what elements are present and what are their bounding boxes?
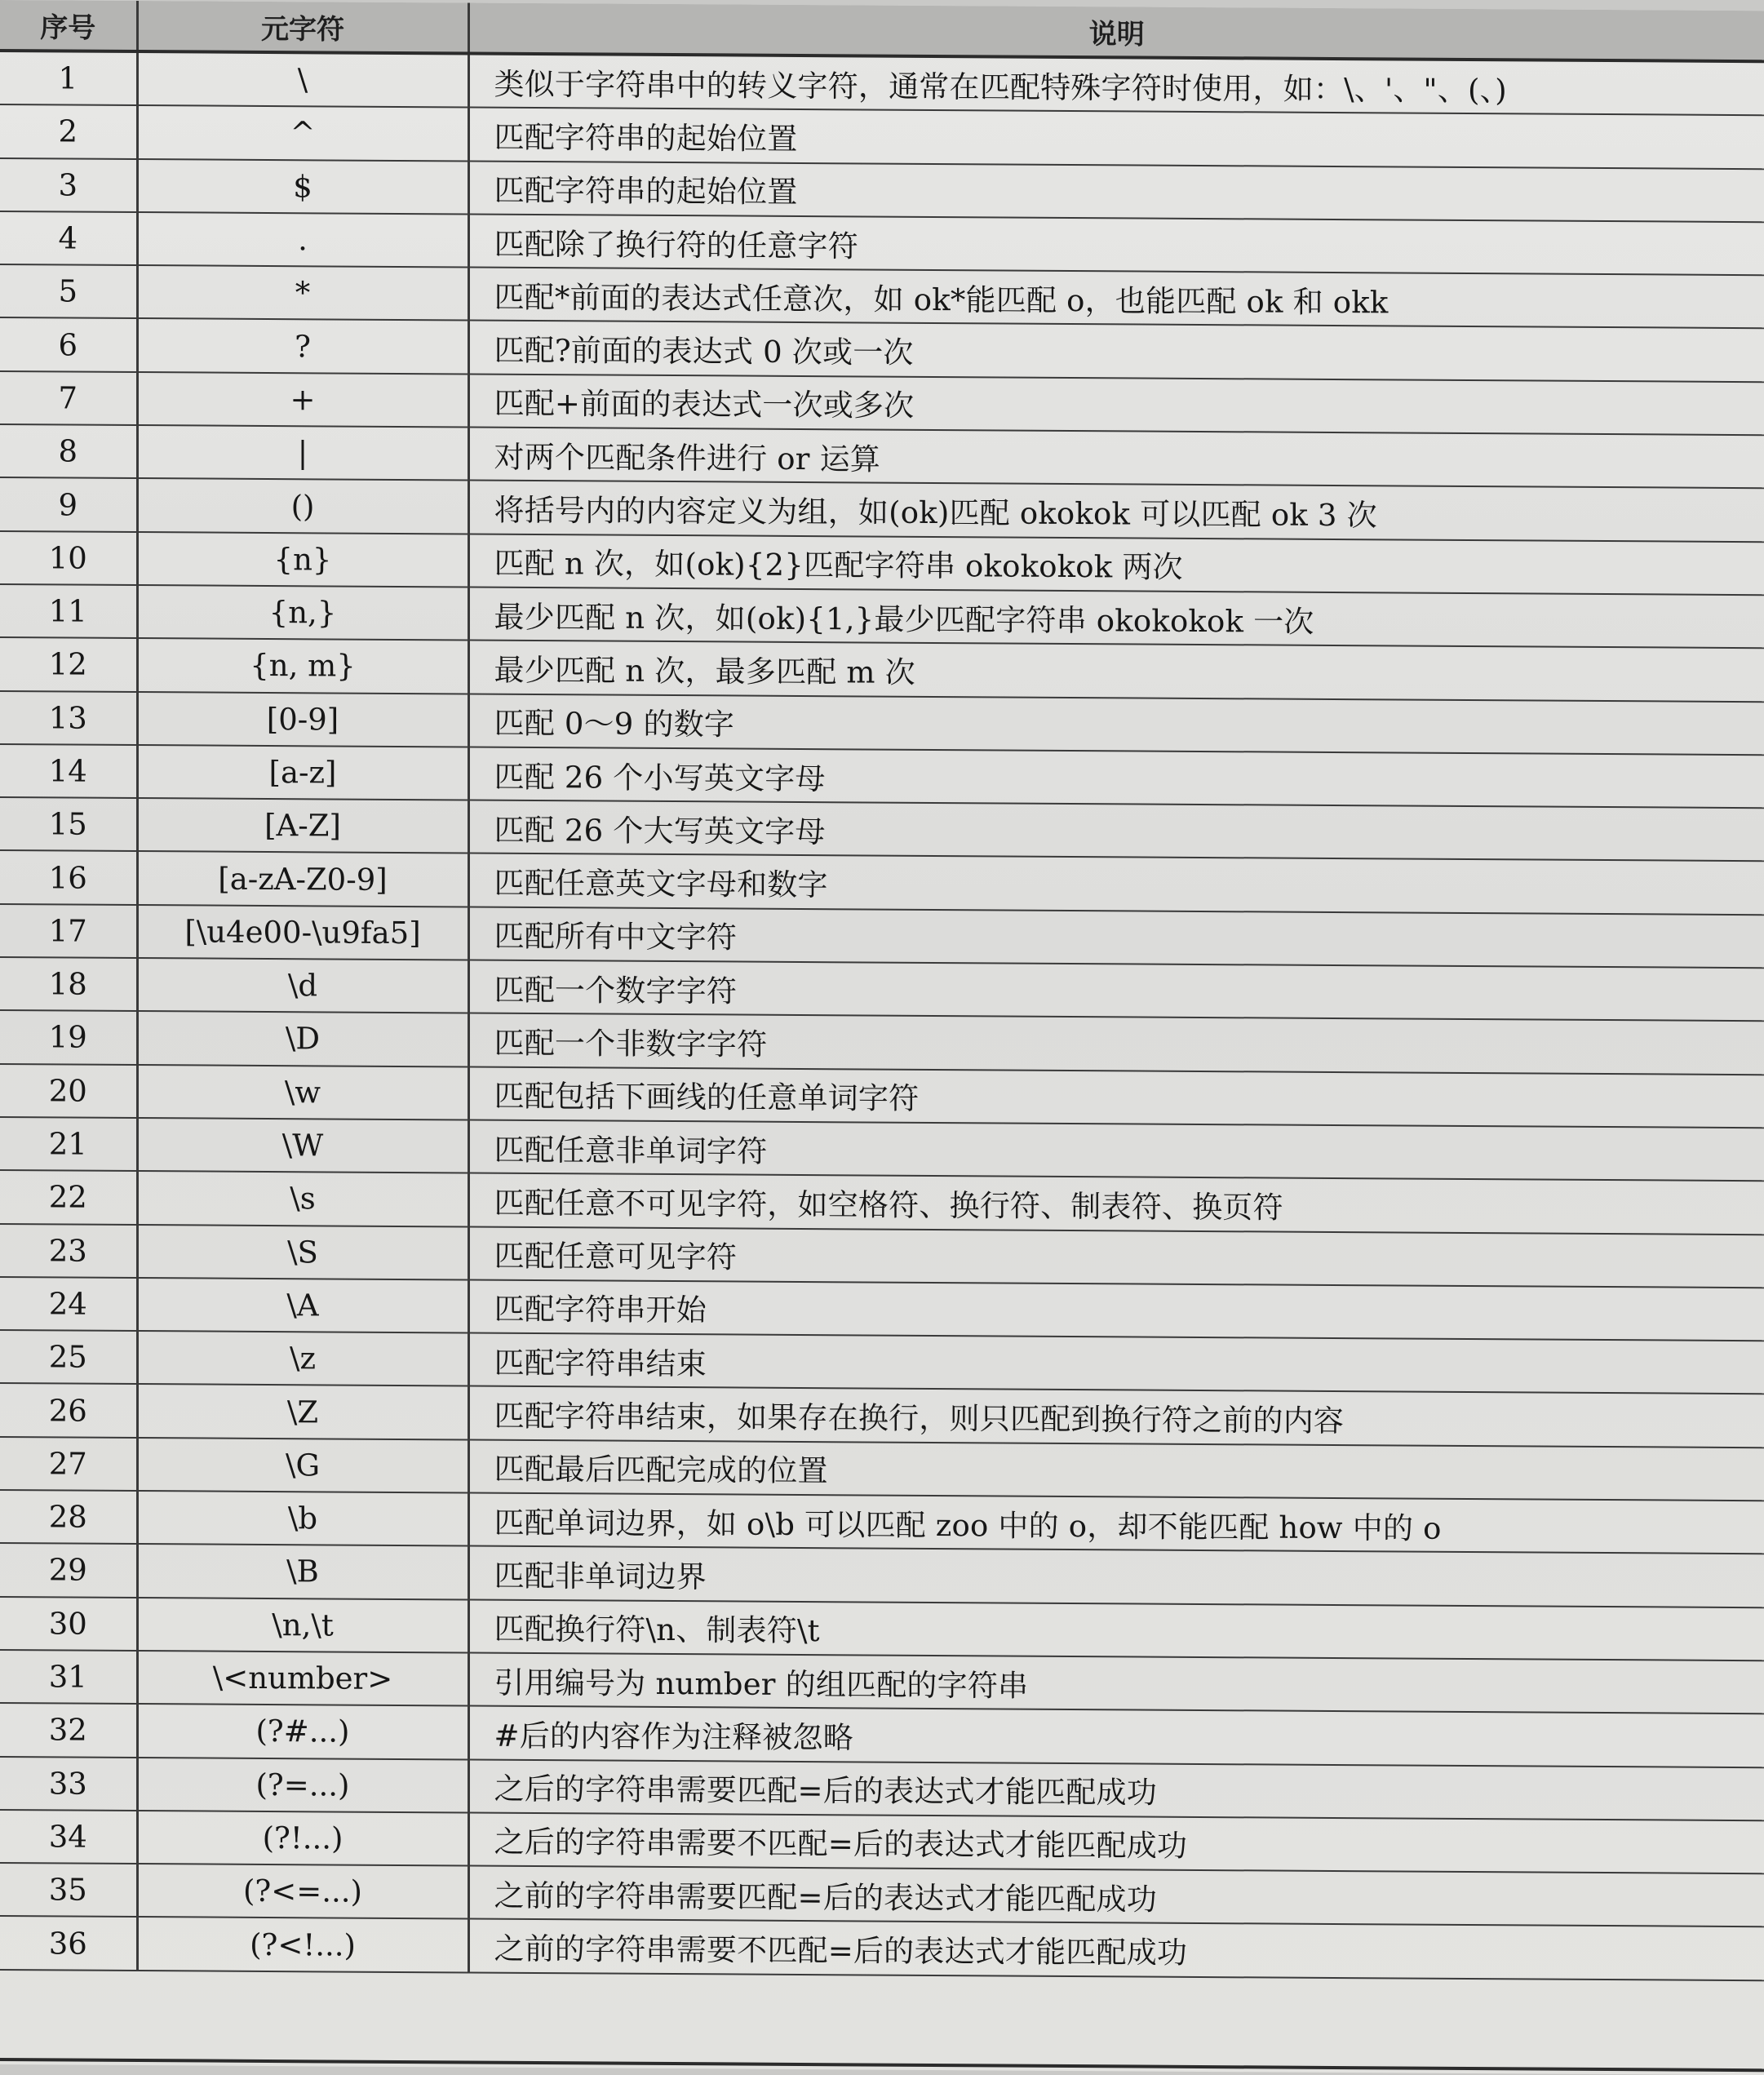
description: 之后的字符串需要匹配=后的表达式才能匹配成功: [468, 1759, 1764, 1820]
metacharacter: (?<!...): [137, 1917, 468, 1972]
metacharacter: $: [137, 159, 468, 215]
table-bottom-rule: [0, 2058, 1764, 2072]
description: 匹配字符串结束，如果存在换行，则只匹配到换行符之前的内容: [468, 1386, 1764, 1448]
row-number: 29: [0, 1543, 137, 1597]
description: 匹配?前面的表达式 0 次或一次: [468, 321, 1764, 382]
row-number: 27: [0, 1437, 137, 1491]
metacharacter: \: [137, 51, 468, 108]
metacharacter: \w: [137, 1065, 468, 1120]
metacharacter: \G: [137, 1438, 468, 1493]
description: 匹配字符串结束: [468, 1333, 1764, 1394]
row-number: 4: [0, 211, 137, 265]
metacharacter: ^: [137, 105, 468, 161]
description: 最少匹配 n 次，最多匹配 m 次: [468, 641, 1764, 702]
description: 将括号内的内容定义为组，如(ok)匹配 okokok 可以匹配 ok 3 次: [468, 481, 1764, 542]
description: 匹配任意非单词字符: [468, 1120, 1764, 1181]
metacharacter: {n,}: [137, 585, 468, 641]
table-row: [0, 1916, 1764, 1980]
description: 匹配一个数字字符: [468, 960, 1764, 1022]
row-number: 28: [0, 1490, 137, 1544]
metacharacter: |: [137, 425, 468, 481]
metacharacter: ?: [137, 319, 468, 375]
header-number: 序号: [0, 0, 137, 51]
header-metacharacter: 元字符: [137, 1, 468, 53]
metacharacter: (): [137, 478, 468, 534]
row-number: 33: [0, 1757, 137, 1811]
metacharacter: {n}: [137, 532, 468, 587]
row-number: 19: [0, 1010, 137, 1064]
metacharacter: [a-z]: [137, 745, 468, 800]
table-body: [0, 51, 1764, 1980]
metacharacter: [A-Z]: [137, 798, 468, 853]
row-number: 15: [0, 797, 137, 851]
row-number: 18: [0, 957, 137, 1011]
metacharacter: \b: [137, 1491, 468, 1546]
row-number: 17: [0, 904, 137, 958]
description: 匹配任意可见字符: [468, 1226, 1764, 1288]
description: 匹配 26 个小写英文字母: [468, 747, 1764, 808]
row-number: 11: [0, 584, 137, 638]
row-number: 31: [0, 1650, 137, 1704]
metacharacter: {n, m}: [137, 638, 468, 694]
metacharacter: \Z: [137, 1384, 468, 1439]
metacharacter: \B: [137, 1544, 468, 1599]
row-number: 36: [0, 1916, 137, 1970]
metacharacter: \d: [137, 958, 468, 1013]
metacharacter: \<number>: [137, 1651, 468, 1706]
description: 匹配+前面的表达式一次或多次: [468, 374, 1764, 435]
row-number: 14: [0, 744, 137, 798]
description: 匹配字符串开始: [468, 1279, 1764, 1341]
description: 匹配最后匹配完成的位置: [468, 1439, 1764, 1501]
description: 匹配 0～9 的数字: [468, 694, 1764, 755]
row-number: 16: [0, 850, 137, 904]
row-number: 24: [0, 1277, 137, 1331]
metacharacter: \s: [137, 1171, 468, 1226]
header-description: 说明: [468, 3, 1764, 62]
description: 匹配 26 个大写英文字母: [468, 800, 1764, 862]
row-number: 21: [0, 1117, 137, 1171]
row-number: 35: [0, 1863, 137, 1917]
metacharacter: \W: [137, 1118, 468, 1173]
metacharacter: \n,\t: [137, 1598, 468, 1653]
metacharacter: (?!...): [137, 1811, 468, 1866]
metacharacter: \D: [137, 1011, 468, 1066]
description: #后的内容作为注释被忽略: [468, 1706, 1764, 1767]
metacharacter: (?#...): [137, 1704, 468, 1759]
description: 匹配所有中文字符: [468, 907, 1764, 968]
row-number: 12: [0, 637, 137, 691]
row-number: 3: [0, 158, 137, 212]
description: 匹配除了换行符的任意字符: [468, 214, 1764, 275]
description: 对两个匹配条件进行 or 运算: [468, 428, 1764, 489]
row-number: 23: [0, 1224, 137, 1278]
description: 之前的字符串需要不匹配=后的表达式才能匹配成功: [468, 1919, 1764, 1980]
metacharacter: *: [137, 265, 468, 321]
metacharacter: \S: [137, 1225, 468, 1280]
row-number: 20: [0, 1064, 137, 1118]
description: 之前的字符串需要匹配=后的表达式才能匹配成功: [468, 1866, 1764, 1927]
row-number: 6: [0, 317, 137, 371]
description: 匹配单词边界，如 o\b 可以匹配 zoo 中的 o，却不能匹配 how 中的 o: [468, 1493, 1764, 1554]
metacharacter: \z: [137, 1331, 468, 1386]
description: 匹配任意英文字母和数字: [468, 853, 1764, 915]
description: 最少匹配 n 次，如(ok){1,}最少匹配字符串 okokokok 一次: [468, 587, 1764, 648]
metacharacter: (?=...): [137, 1758, 468, 1813]
description: 匹配非单词边界: [468, 1546, 1764, 1607]
row-number: 13: [0, 691, 137, 745]
description: 匹配字符串的起始位置: [468, 161, 1764, 222]
row-number: 26: [0, 1383, 137, 1437]
row-number: 22: [0, 1170, 137, 1224]
row-number: 9: [0, 477, 137, 531]
row-number: 5: [0, 264, 137, 318]
description: 之后的字符串需要不匹配=后的表达式才能匹配成功: [468, 1812, 1764, 1873]
row-number: 30: [0, 1597, 137, 1651]
description: 匹配*前面的表达式任意次，如 ok*能匹配 o，也能匹配 ok 和 okk: [468, 268, 1764, 329]
metacharacter: (?<=...): [137, 1864, 468, 1919]
description: 匹配一个非数字字符: [468, 1013, 1764, 1075]
description: 引用编号为 number 的组匹配的字符串: [468, 1652, 1764, 1714]
metacharacter: .: [137, 212, 468, 268]
row-number: 8: [0, 424, 137, 478]
row-number: 32: [0, 1703, 137, 1757]
description: 类似于字符串中的转义字符，通常在匹配特殊字符时使用，如：\、'、"、(、): [468, 54, 1764, 116]
row-number: 1: [0, 51, 137, 105]
description: 匹配 n 次，如(ok){2}匹配字符串 okokokok 两次: [468, 534, 1764, 595]
metacharacter: [0-9]: [137, 692, 468, 747]
row-number: 25: [0, 1330, 137, 1384]
row-number: 34: [0, 1810, 137, 1864]
row-number: 7: [0, 371, 137, 425]
description: 匹配任意不可见字符，如空格符、换行符、制表符、换页符: [468, 1173, 1764, 1235]
metacharacter: \A: [137, 1278, 468, 1333]
description: 匹配包括下画线的任意单词字符: [468, 1066, 1764, 1128]
metacharacter: [a-zA-Z0-9]: [137, 851, 468, 907]
row-number: 2: [0, 104, 137, 158]
metacharacter: +: [137, 372, 468, 428]
metacharacter: [\u4e00-\u9fa5]: [137, 905, 468, 960]
row-number: 10: [0, 531, 137, 585]
description: 匹配字符串的起始位置: [468, 108, 1764, 169]
description: 匹配换行符\n、制表符\t: [468, 1599, 1764, 1660]
